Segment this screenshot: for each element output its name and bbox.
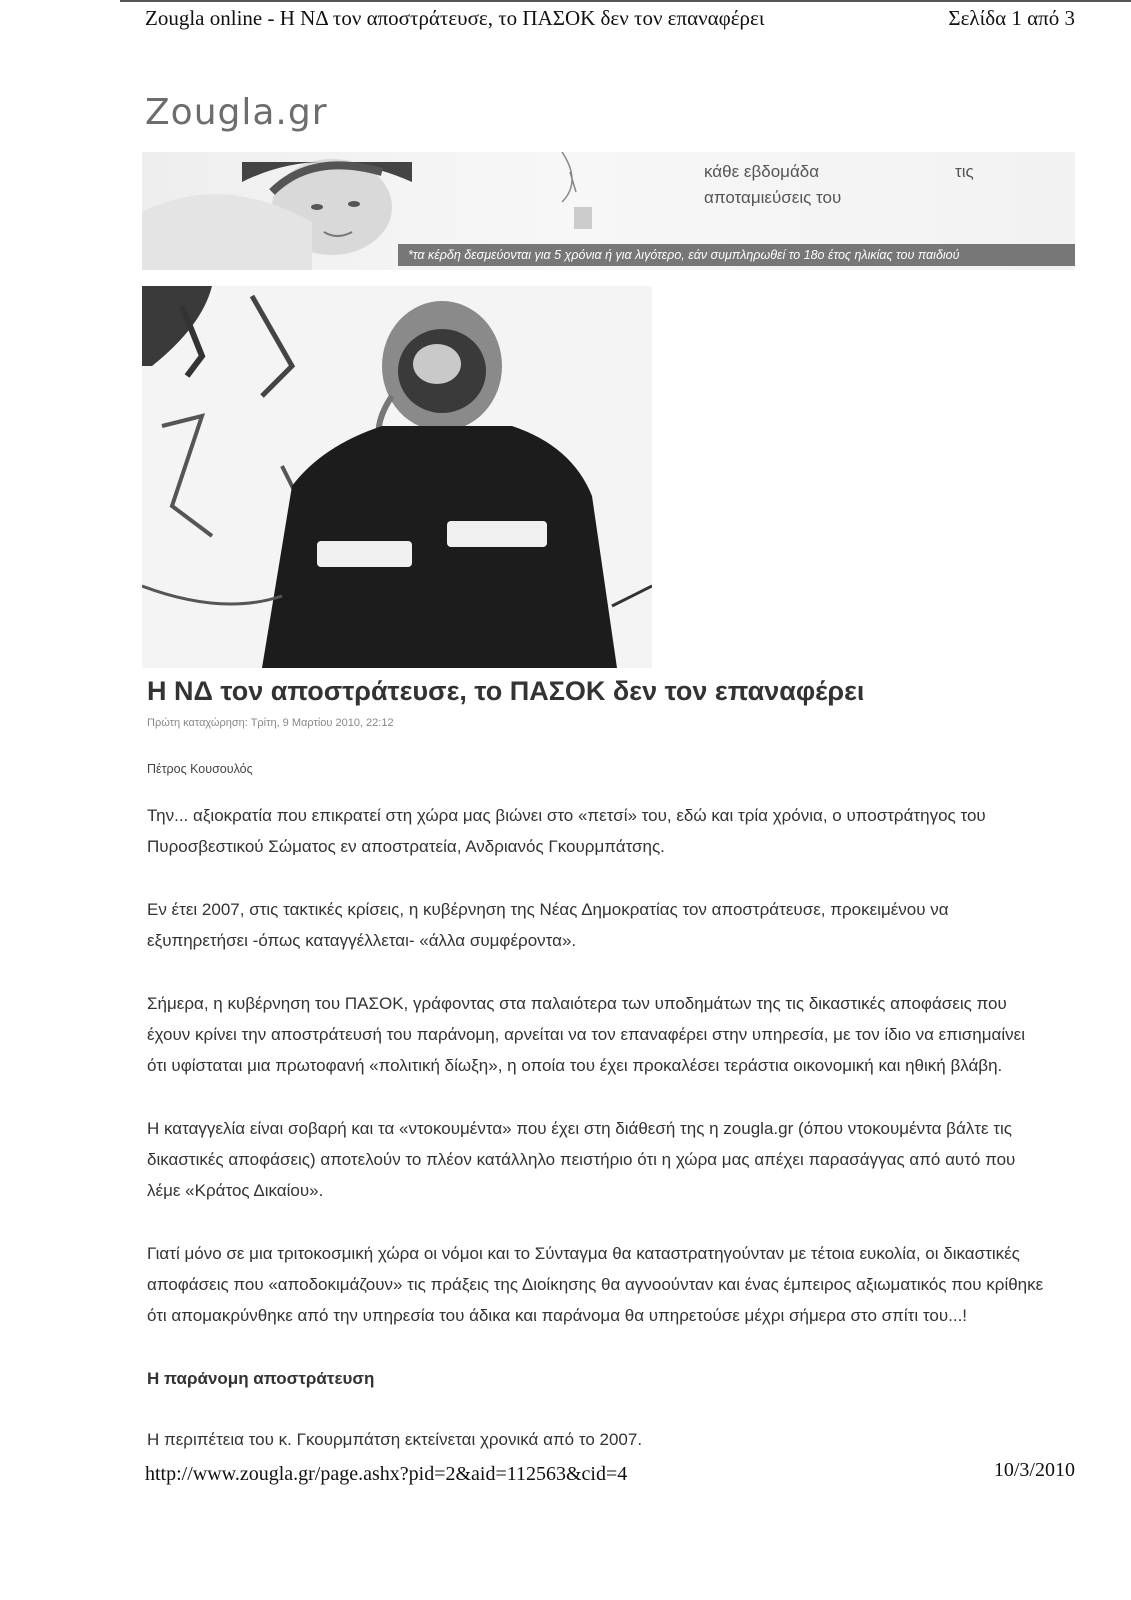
print-header-title: Zougla online - Η ΝΔ τον αποστράτευσε, το ΠΑΣΟΚ δεν τον επαναφέρει — [145, 6, 765, 30]
banner-text-line-3: τις — [955, 162, 974, 181]
banner-text-line-2: αποταμιεύσεις του — [704, 188, 842, 207]
article-author: Πέτρος Κουσουλός — [147, 762, 253, 776]
article-paragraph: Σήμερα, η κυβέρνηση του ΠΑΣΟΚ, γράφοντας στα παλαιότερα των υποδημάτων της τις δικαστικές αποφάσεις που έχουν κρίνει την αποστράτευσή του παράνομη, αρνείται να τον επαναφέρει στην υπηρεσία, με τον ίδιο να επισημαίνει ότι υφίσταται μια πρωτοφανή «πολιτική δίωξη», η οποία του έχει προκαλέσει τεράστια οικονομική και ηθική βλάβη. — [147, 994, 1025, 1075]
article-dateline: Πρώτη καταχώρηση: Τρίτη, 9 Μαρτίου 2010, 22:12 — [147, 717, 394, 729]
article-paragraph: Η καταγγελία είναι σοβαρή και τα «ντοκουμέντα» που έχει στη διάθεσή της η zougla.gr (όπου ντοκουμέντα βάλτε τις δικαστικές αποφάσεις) αποτελούν το πλέον κατάλληλο πειστήριο ότι η χώρα μας απέχει παρασάγγας από αυτό που λέμε «Κράτος Δικαίου». — [147, 1119, 1016, 1200]
print-header-page-number: Σελίδα 1 από 3 — [948, 6, 1075, 30]
article-headline: Η ΝΔ τον αποστράτευσε, το ΠΑΣΟΚ δεν τον επαναφέρει — [147, 676, 865, 706]
scan-top-line — [120, 0, 1131, 2]
article-subheading: Η παράνομη αποστράτευση — [147, 1369, 375, 1388]
print-footer-url: http://www.zougla.gr/page.ashx?pid=2&aid=112563&cid=4 — [145, 1463, 628, 1485]
article-paragraph: Εν έτει 2007, στις τακτικές κρίσεις, η κυβέρνηση της Νέας Δημοκρατίας τον αποστράτευσε, προκειμένου να εξυπηρετήσει -όπως καταγγέλλεται- «άλλα συμφέροντα». — [147, 900, 949, 950]
article-paragraph: Την... αξιοκρατία που επικρατεί στη χώρα μας βιώνει στο «πετσί» του, εδώ και τρία χρόνια, ο υποστράτηγος του Πυροσβεστικού Σώματος εν αποστρατεία, Ανδριανός Γκουρμπάτσης. — [147, 806, 986, 856]
article-photo — [142, 286, 652, 668]
print-footer-date: 10/3/2010 — [993, 1459, 1075, 1481]
banner-disclaimer: *τα κέρδη δεσμεύονται για 5 χρόνια ή για λιγότερο, εάν συμπληρωθεί το 18ο έτος ηλικίας του παιδιού — [398, 244, 1075, 266]
article-body — [147, 800, 1047, 1487]
article-paragraph: Η περιπέτεια του κ. Γκουρμπάτση εκτείνεται χρονικά από το 2007. — [147, 1430, 643, 1449]
print-header — [145, 6, 1075, 38]
firefighter-image — [142, 286, 652, 668]
article-paragraph: Γιατί μόνο σε μια τριτοκοσμική χώρα οι νόμοι και το Σύνταγμα θα καταστρατηγούνταν με τέτοια ευκολία, οι δικαστικές αποφάσεις που «αποδοκιμάζουν» τις πράξεις της Διοίκησης θα αγνοούνταν και ένας έμπειρος αξιωματικός που κρίθηκε ότι απομακρύνθηκε από την υπηρεσία του άδικα και παράνομα θα υπηρετούσε μέχρι σήμερα στο σπίτι του...! — [147, 1244, 1044, 1325]
advertisement-banner[interactable] — [142, 152, 1075, 270]
banner-text-line-1: κάθε εβδομάδα — [704, 162, 820, 181]
site-logo[interactable]: Zougla.gr — [145, 92, 328, 133]
